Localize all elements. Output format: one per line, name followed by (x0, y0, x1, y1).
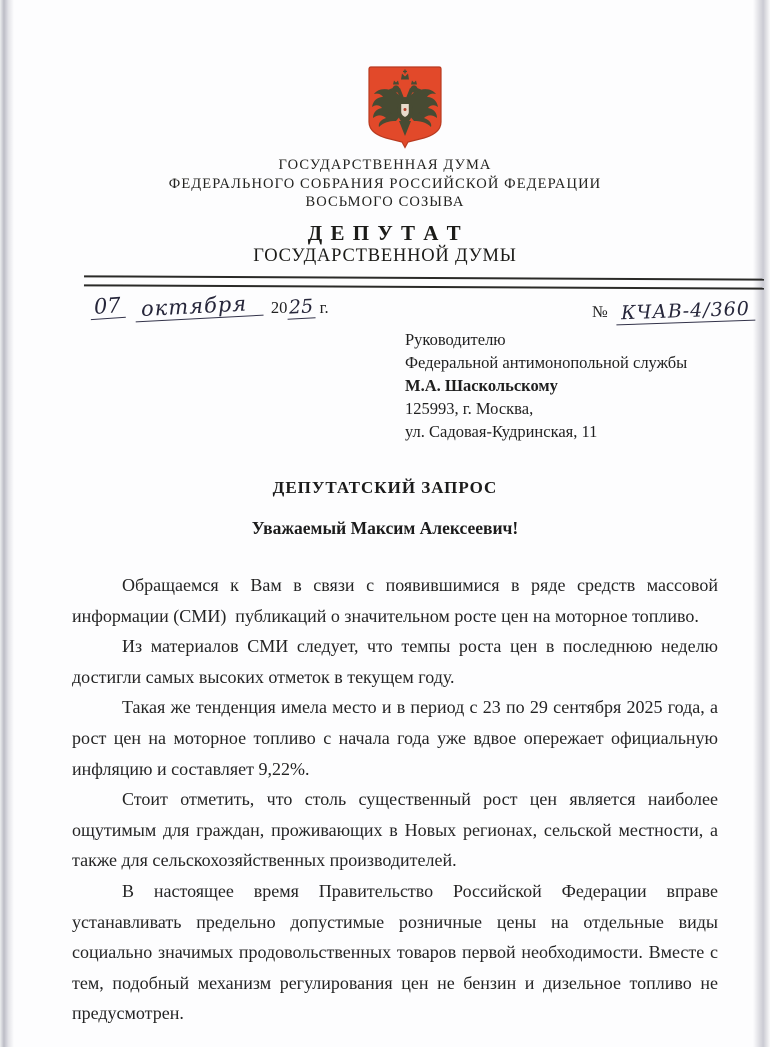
date-year-printed: 20 (270, 298, 288, 317)
doc-number-handwritten: КЧАВ-4/360 (615, 298, 755, 326)
recipient-role: Руководителю (405, 330, 506, 349)
deputy-title: Д Е П У Т А Т (307, 221, 463, 245)
body-paragraph: Обращаемся к Вам в связи с появившимися в ряде средств массовой информации (СМИ) публикаций о значительном росте цен на моторное топливо. (72, 575, 723, 626)
recipient-name: М.А. Шаскольскому (405, 376, 558, 395)
body-paragraph: Такая же тенденция имела место и в период с 23 по 29 сентября 2025 года, а рост цен на моторное топливо с начала года уже вдвое опережает официальную инфляцию и составляет 9,22%. (72, 697, 723, 779)
recipient-address-line-2: ул. Садовая-Кудринская, 11 (405, 422, 598, 441)
recipient-agency: Федеральной антимонопольной службы (405, 353, 688, 372)
recipient-block (405, 328, 687, 443)
letterhead-org-block (0, 156, 770, 212)
recipient-address-line-1: 125993, г. Москва, (405, 399, 534, 418)
body-paragraph: Из материалов СМИ следует, что темпы роста цен в последнюю неделю достигли самых высоких отметок в текущем году. (72, 636, 723, 687)
letterhead-divider (84, 275, 764, 289)
org-line-3: ВОСЬМОГО СОЗЫВА (305, 194, 465, 210)
coat-of-arms (366, 64, 444, 150)
breast-shield-mark (404, 108, 407, 111)
date-group (90, 291, 329, 322)
date-year-handwritten: 25 (287, 295, 316, 319)
date-year-suffix: г. (319, 298, 329, 317)
letter-body (72, 570, 723, 1029)
org-line-2: ФЕДЕРАЛЬНОГО СОБРАНИЯ РОССИЙСКОЙ ФЕДЕРАЦИИ (168, 175, 602, 192)
document-subject: ДЕПУТАТСКИЙ ЗАПРОС (272, 478, 498, 497)
body-paragraph: Стоит отметить, что столь существенный рост цен является наиболее ощутимым для граждан, проживающих в Новых регионах, сельской местности, а также для сельскохозяйственных производителей. (72, 789, 723, 871)
salutation: Уважаемый Максим Алексеевич! (251, 518, 519, 538)
org-line-1: ГОСУДАРСТВЕННАЯ ДУМА (278, 157, 492, 173)
date-day-handwritten: 07 (89, 293, 125, 320)
deputy-subtitle: ГОСУДАРСТВЕННОЙ ДУМЫ (253, 246, 517, 266)
doc-number-label: № (592, 302, 608, 321)
doc-number-group (592, 297, 755, 325)
body-paragraph: В настоящее время Правительство Российской Федерации вправе устанавливать предельно допустимые розничные цены на отдельные виды социально значимых продовольственных товаров первой необходимости. Вместе с тем, подобный механизм регулирования цен не бензин и дизельное топливо не предусмотрен. (72, 880, 723, 1024)
date-month-handwritten: октября (134, 291, 263, 323)
russian-coat-of-arms-icon (366, 64, 444, 150)
